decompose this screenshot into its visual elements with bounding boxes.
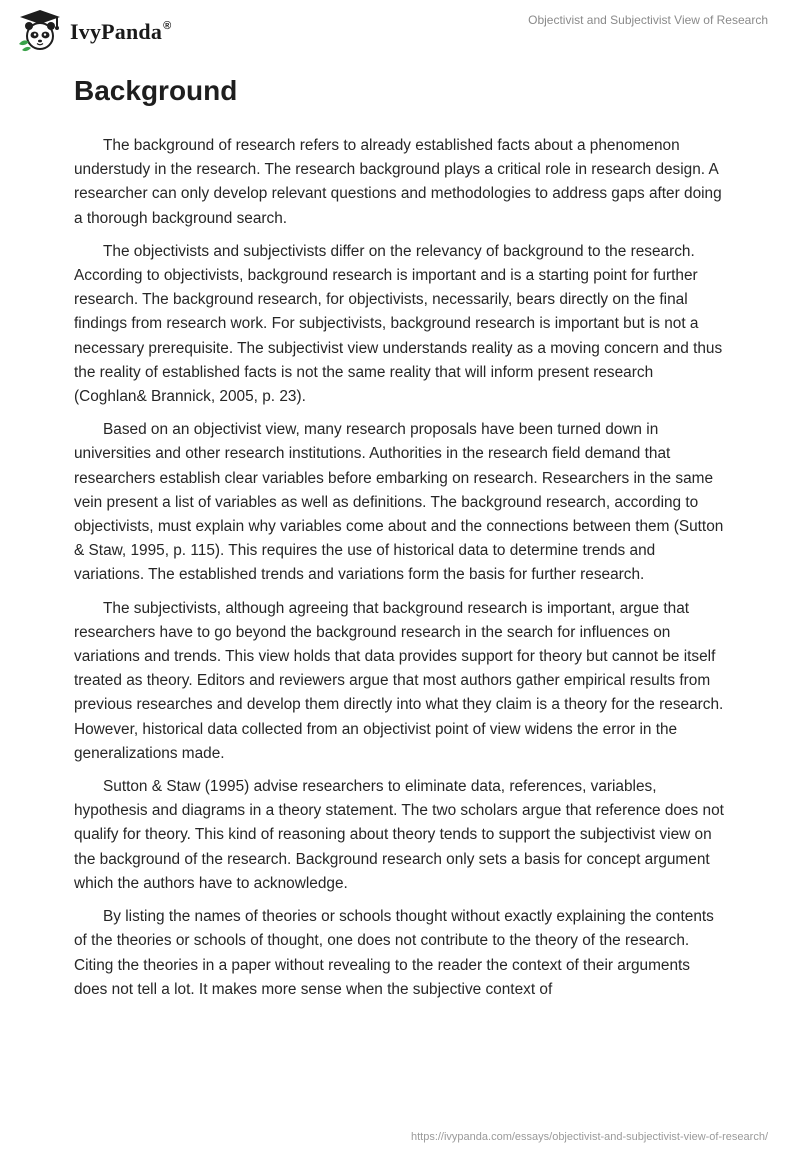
paragraph: The subjectivists, although agreeing that background research is important, argue that researchers have to go beyond the background research in the search for influences on variations and trends. This view holds that data provides support for theory but cannot be itself treated as theory. Editors and reviewers argue that most authors gather empirical results from previous researches and develop them directly into what they claim is a theory for the research. However, historical data collected from an objectivist point of view widens the error in the generalizations made. — [74, 599, 724, 762]
paragraph: Sutton & Staw (1995) advise researchers to eliminate data, references, variables, hypothesis and diagrams in a theory statement. The two scholars argue that reference does not qualify for theory. This kind of reasoning about theory tends to support the subjectivist view on the background of the research. Background research only sets a basis for concept argument which the authors have to acknowledge. — [74, 778, 724, 892]
logo-wordmark: IvyPanda® — [70, 19, 172, 44]
paragraph: By listing the names of theories or schools thought without exactly explaining the contents of the theories or schools of thought, one does not contribute to the theory of the research. Citing the theories in a paper without revealing to the reader the context of their arguments does not tell a lot. It makes more sense when the subjective context of — [74, 908, 714, 998]
paragraph: Based on an objectivist view, many research proposals have been turned down in universities and other research institutions. Authorities in the research field demand that researchers establish clear variables before embarking on research. Researchers in the same vein present a list of variables as well as definitions. The background research, according to objectivists, must explain why variables come about and the connections between them (Sutton & Staw, 1995, p. 115). This requires the use of historical data to determine trends and variations. The established trends and variations form the basis for further research. — [74, 421, 724, 584]
article-body — [74, 134, 726, 1011]
document-title: Objectivist and Subjectivist View of Research — [528, 13, 768, 27]
ivypanda-logo[interactable] — [16, 8, 171, 54]
panda-graduate-logo-icon — [16, 8, 64, 54]
section-heading: Background — [74, 75, 238, 106]
page-header — [0, 0, 800, 60]
paragraph: The background of research refers to already established facts about a phenomenon understudy in the research. The research background plays a critical role in research design. A researcher can only develop relevant questions and methodologies to address gaps after doing a thorough background search. — [74, 137, 722, 227]
source-url[interactable]: https://ivypanda.com/essays/objectivist-and-subjectivist-view-of-research/ — [410, 1131, 768, 1143]
paragraph: The objectivists and subjectivists differ on the relevancy of background to the research. According to objectivists, background research is important and is a starting point for further research. The background research, for objectivists, necessarily, bears directly on the final findings from research work. For subjectivists, background research is important but is not a necessary prerequisite. The subjectivist view understands reality as a moving concern and thus the reality of established facts is not the same reality that will inform present research (Coghlan& Brannick, 2005, p. 23). — [74, 242, 723, 406]
